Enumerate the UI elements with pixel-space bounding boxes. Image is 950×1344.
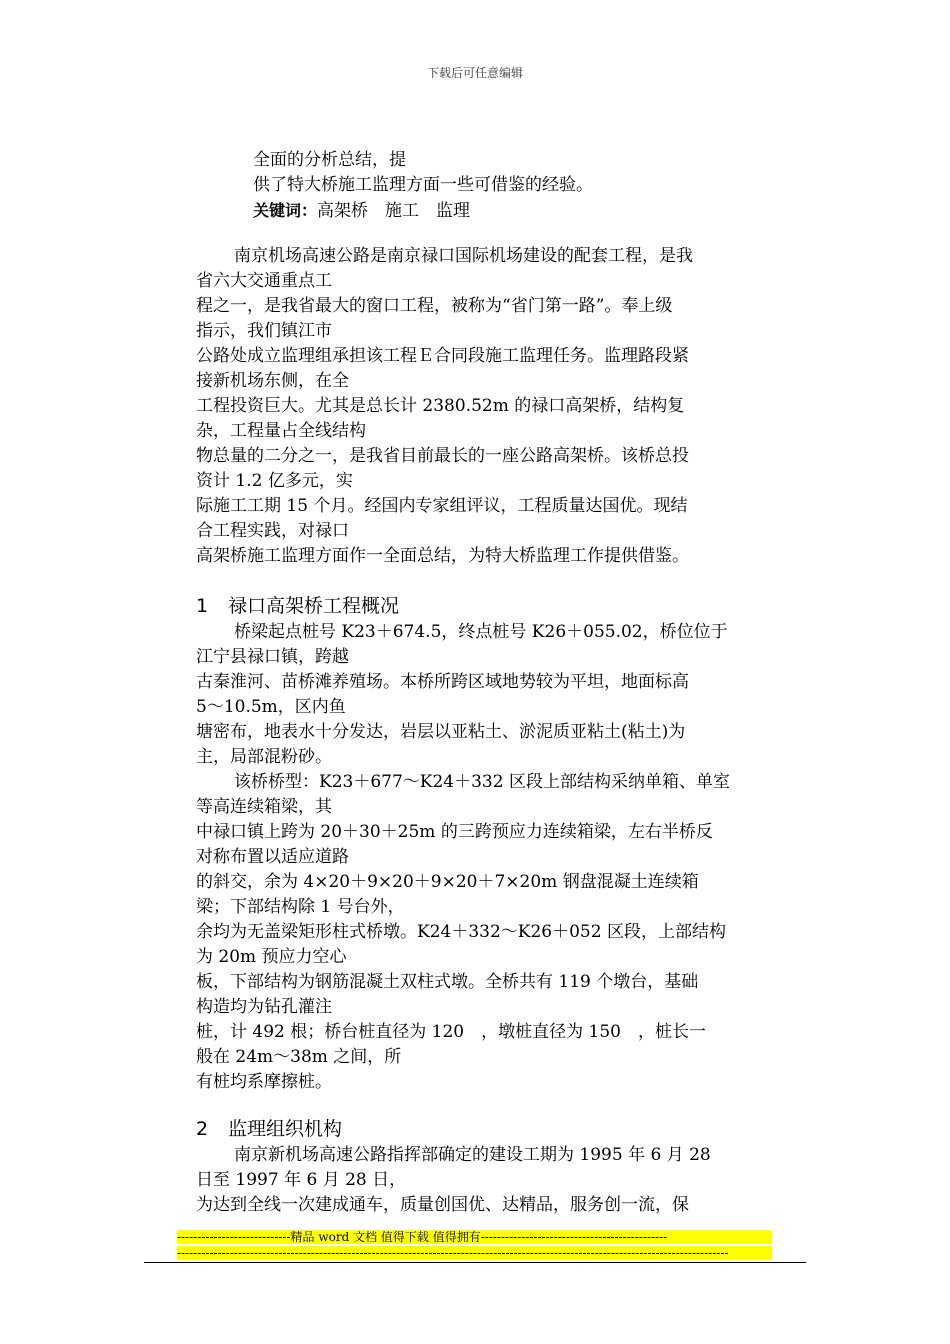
text-line: 板，下部结构为钢筋混凝土双柱式墩。全桥共有 119 个墩台，基础	[196, 972, 699, 992]
text-line: 南京机场高速公路是南京禄口国际机场建设的配套工程，是我	[234, 246, 693, 266]
text-line: 余均为无盖梁矩形柱式桥墩。K24＋332～K26＋052 区段，上部结构	[196, 922, 726, 942]
text-line: 指示，我们镇江市	[196, 321, 332, 341]
text-line: 的斜交，余为 4×20＋9×20＋9×20＋7×20m 钢盘混凝土连续箱	[196, 872, 699, 892]
section-title: 禄口高架桥工程概况	[228, 595, 400, 617]
page-header: 下载后可任意编辑	[426, 66, 523, 80]
text-line: 际施工工期 15 个月。经国内专家组评议，工程质量达国优。现结	[196, 496, 688, 516]
text-line: 为达到全线一次建成通车，质量创国优、达精品，服务创一流，保	[196, 1195, 689, 1215]
text-line: 般在 24m～38m 之间，所	[196, 1047, 402, 1067]
text-line: 工程投资巨大。尤其是总长计 2380.52m 的禄口高架桥，结构复	[196, 396, 685, 416]
text-line: 资计 1.2 亿多元，实	[196, 471, 353, 491]
text-line: 合工程实践，对禄口	[196, 521, 349, 541]
text-line: 等高连续箱梁，其	[196, 797, 332, 817]
section-1	[196, 592, 766, 1095]
text-line: 古秦淮河、苗桥滩养殖场。本桥所跨区域地势较为平坦，地面标高	[196, 672, 689, 692]
footer-divider	[144, 1262, 806, 1263]
text-line: 程之一，是我省最大的窗口工程，被称为“省门第一路”。奉上级	[196, 296, 673, 316]
text-line: 高架桥施工监理方面作一全面总结，为特大桥监理工作提供借鉴。	[196, 546, 689, 566]
text-line: 南京新机场高速公路指挥部确定的建设工期为 1995 年 6 月 28	[234, 1145, 711, 1165]
keywords-label: 关键词：	[253, 201, 318, 220]
text-line: 主，局部混粉砂。	[196, 747, 332, 767]
abstract	[253, 148, 593, 224]
section-2	[196, 1115, 766, 1218]
text-line: 塘密布，地表水十分发达，岩层以亚粘土、淤泥质亚粘土(粘土)为	[196, 722, 686, 742]
text-line: 桩，计 492 根；桥台桩直径为 120 ，墩桩直径为 150 ，桩长一	[196, 1022, 706, 1042]
section-heading	[196, 1115, 766, 1143]
text-line: 该桥桥型：K23＋677～K24＋332 区段上部结构采纳单箱、单室	[234, 772, 730, 792]
footer-dashes: ----------------------------------------------------------------------------------------------------------------------------------------	[177, 1246, 772, 1260]
text-line: 江宁县禄口镇，跨越	[196, 647, 349, 667]
section-number: 2	[196, 1118, 209, 1140]
section-title: 监理组织机构	[228, 1118, 343, 1140]
text-line: 为 20m 预应力空心	[196, 947, 347, 967]
footer-banner: ----------------------------精品 word 文档 值得下载 值得拥有----------------------------------------------	[177, 1230, 772, 1244]
keywords	[253, 198, 593, 224]
text-line: 接新机场东侧，在全	[196, 371, 349, 391]
text-line: 5～10.5m，区内鱼	[196, 697, 346, 717]
abstract-line: 全面的分析总结，提	[253, 150, 406, 170]
text-line: 物总量的二分之一，是我省目前最长的一座公路高架桥。该桥总投	[196, 446, 689, 466]
text-line: 省六大交通重点工	[196, 271, 332, 291]
text-line: 构造均为钻孔灌注	[196, 997, 332, 1017]
text-line: 有桩均系摩擦桩。	[196, 1072, 332, 1092]
intro-paragraph	[196, 244, 766, 569]
keywords-value: 高架桥 施工 监理	[317, 201, 471, 221]
text-line: 梁；下部结构除 1 号台外，	[196, 897, 405, 917]
text-line: 杂，工程量占全线结构	[196, 421, 366, 441]
text-line: 桥梁起点桩号 K23＋674.5，终点桩号 K26＋055.02，桥位位于	[234, 622, 728, 642]
text-line: 公路处成立监理组承担该工程Ｅ合同段施工监理任务。监理路段紧	[196, 346, 689, 366]
text-line: 对称布置以适应道路	[196, 847, 349, 867]
text-line: 中禄口镇上跨为 20＋30＋25m 的三跨预应力连续箱梁，左右半桥反	[196, 822, 713, 842]
section-number: 1	[196, 595, 209, 617]
text-line: 日至 1997 年 6 月 28 日，	[196, 1170, 407, 1190]
section-heading	[196, 592, 766, 620]
abstract-line: 供了特大桥施工监理方面一些可借鉴的经验。	[253, 175, 593, 195]
